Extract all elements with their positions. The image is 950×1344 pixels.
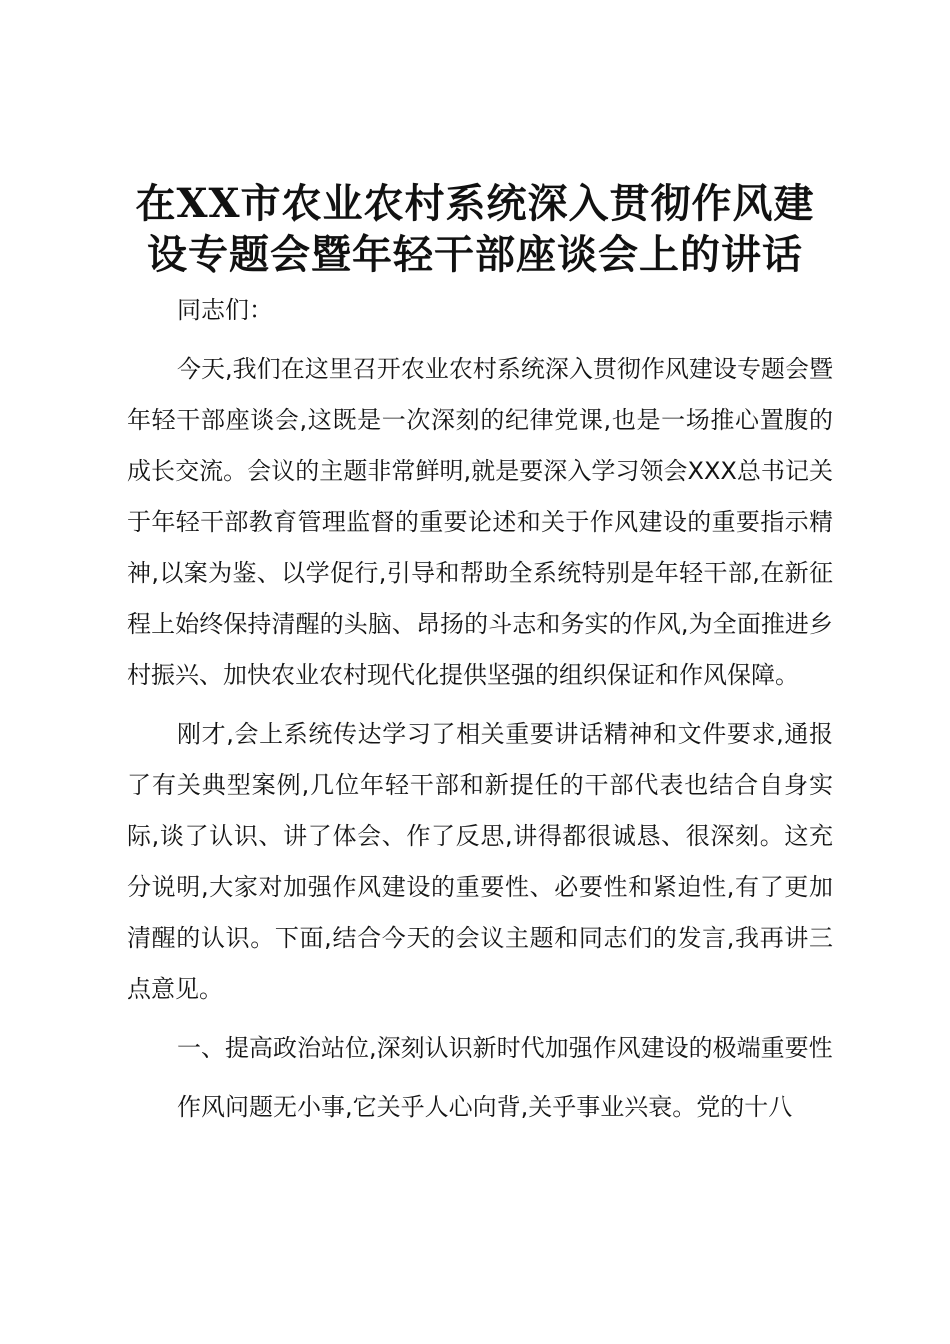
document-body: [127, 285, 833, 1133]
section-heading-1: 一、提高政治站位,深刻认识新时代加强作风建设的极端重要性: [177, 1034, 833, 1062]
paragraph-section-1: 作风问题无小事,它关乎人心向背,关乎事业兴衰。党的十八: [177, 1093, 793, 1121]
paragraph-summary: 刚才,会上系统传达学习了相关重要讲话精神和文件要求,通报了有关典型案例,几位年轻干部和新提任的干部代表也结合自身实际,谈了认识、讲了体会、作了反思,讲得都很诚恳、很深刻。这充分说明,大家对加强作风建设的重要性、必要性和紧迫性,有了更加清醒的认识。下面,结合今天的会议主题和同志们的发言,我再讲三点意见。: [127, 720, 833, 1003]
title-line-1: 在XX市农业农村系统深入贯彻作风建: [135, 180, 815, 227]
document-title: [120, 178, 830, 280]
title-line-2: 设专题会暨年轻干部座谈会上的讲话: [147, 231, 803, 278]
salutation: 同志们：: [177, 296, 273, 324]
paragraph-opening: 今天,我们在这里召开农业农村系统深入贯彻作风建设专题会暨年轻干部座谈会,这既是一次深刻的纪律党课,也是一场推心置腹的成长交流。会议的主题非常鲜明,就是要深入学习领会XXX总书记关于年轻干部教育管理监督的重要论述和关于作风建设的重要指示精神,以案为鉴、以学促行,引导和帮助全系统特别是年轻干部,在新征程上始终保持清醒的头脑、昂扬的斗志和务实的作风,为全面推进乡村振兴、加快农业农村现代化提供坚强的组织保证和作风保障。: [127, 355, 833, 689]
